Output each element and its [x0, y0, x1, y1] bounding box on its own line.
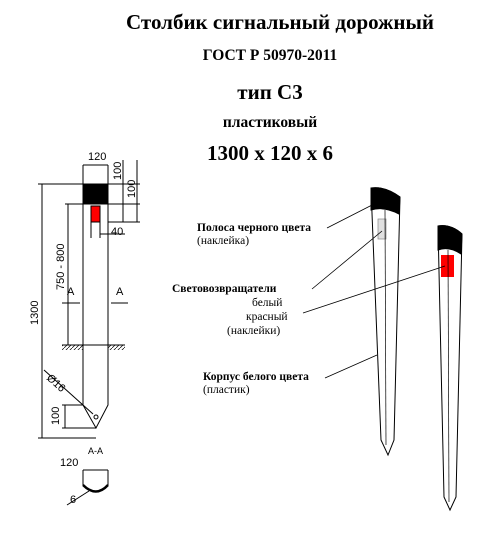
legend-reflectors-note: (наклейки): [227, 325, 281, 337]
legend-body-title: Корпус белого цвета: [203, 371, 309, 383]
legend-body-note: (пластик): [203, 384, 250, 396]
hole: [94, 415, 98, 419]
legend-reflector-white: белый: [252, 297, 283, 309]
dim-tip: 100: [50, 406, 62, 425]
dimensions-label: 1300 x 120 x 6: [207, 141, 333, 165]
section-title: А-А: [88, 446, 104, 456]
section-mark-right: А: [116, 286, 124, 298]
legend-body: [203, 371, 309, 397]
section-profile: [83, 485, 108, 492]
black-band: [83, 184, 108, 204]
legend-black-band: [197, 222, 311, 248]
post-perspective-2: [438, 226, 462, 510]
standard-label: ГОСТ Р 50970-2011: [202, 47, 338, 64]
section-width: 120: [60, 457, 79, 469]
type-label: тип С3: [237, 80, 303, 104]
dim-width: 120: [88, 151, 107, 163]
section-thickness: 6: [70, 494, 77, 506]
material-label: пластиковый: [222, 114, 318, 131]
legend-reflectors: [172, 283, 276, 296]
page-title: Столбик сигнальный дорожный: [126, 10, 434, 34]
dim-hole: Ø16: [43, 372, 68, 395]
section-mark-left: А: [67, 286, 75, 298]
dim-reflector-width: 40: [111, 226, 124, 238]
legend-reflector-red: красный: [246, 311, 288, 323]
legend-black-band-title: Полоса черного цвета: [197, 222, 312, 234]
post-perspective-1: [371, 188, 400, 455]
legend-reflectors-title: Световозвращатели: [172, 283, 277, 295]
post2-red-reflector: [441, 255, 454, 277]
dim-top-100a: 100: [112, 161, 124, 180]
dim-top-100b: 100: [126, 179, 138, 198]
dim-range: 750 - 800: [55, 243, 67, 290]
legend-black-band-note: (наклейка): [197, 235, 250, 247]
red-reflector: [91, 206, 100, 222]
dim-total-height: 1300: [29, 300, 41, 325]
